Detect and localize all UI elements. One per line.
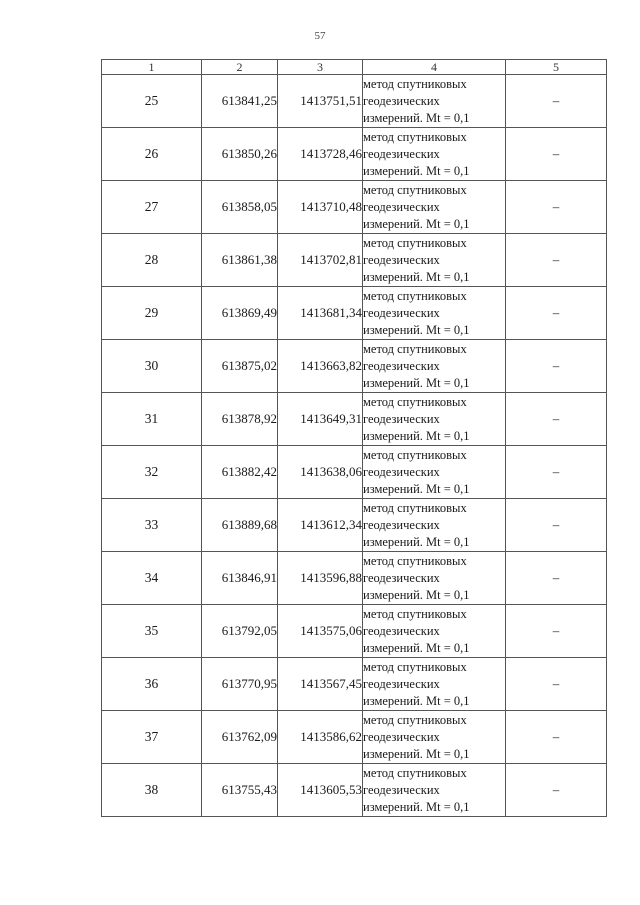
- table-row: [102, 605, 607, 658]
- method-cell: [363, 287, 506, 340]
- method-cell: [363, 499, 506, 552]
- table-row: [102, 393, 607, 446]
- method-cell: [363, 552, 506, 605]
- y-coordinate-cell: 1413596,88: [278, 552, 363, 605]
- note-cell: –: [506, 499, 607, 552]
- note-cell: –: [506, 552, 607, 605]
- table-row: [102, 446, 607, 499]
- point-number-cell: 27: [102, 181, 202, 234]
- x-coordinate-cell: 613841,25: [202, 75, 278, 128]
- method-line: измерений. Mt = 0,1: [363, 693, 470, 708]
- y-coordinate-cell: 1413605,53: [278, 764, 363, 817]
- column-header-2: 2: [202, 60, 278, 75]
- note-cell: –: [506, 287, 607, 340]
- method-line: метод спутниковых: [363, 341, 467, 356]
- table-row: [102, 658, 607, 711]
- method-line: геодезических: [363, 570, 440, 585]
- method-line: геодезических: [363, 729, 440, 744]
- method-line: метод спутниковых: [363, 500, 467, 515]
- method-line: измерений. Mt = 0,1: [363, 269, 470, 284]
- method-line: метод спутниковых: [363, 659, 467, 674]
- note-cell: –: [506, 75, 607, 128]
- table-row: [102, 287, 607, 340]
- x-coordinate-cell: 613878,92: [202, 393, 278, 446]
- method-line: геодезических: [363, 93, 440, 108]
- method-line: геодезических: [363, 676, 440, 691]
- method-line: измерений. Mt = 0,1: [363, 534, 470, 549]
- method-line: измерений. Mt = 0,1: [363, 428, 470, 443]
- point-number-cell: 34: [102, 552, 202, 605]
- point-number-cell: 26: [102, 128, 202, 181]
- method-line: геодезических: [363, 252, 440, 267]
- method-line: геодезических: [363, 517, 440, 532]
- method-line: измерений. Mt = 0,1: [363, 587, 470, 602]
- x-coordinate-cell: 613882,42: [202, 446, 278, 499]
- point-number-cell: 37: [102, 711, 202, 764]
- method-line: метод спутниковых: [363, 235, 467, 250]
- method-line: измерений. Mt = 0,1: [363, 322, 470, 337]
- method-line: геодезических: [363, 305, 440, 320]
- method-line: измерений. Mt = 0,1: [363, 481, 470, 496]
- note-cell: –: [506, 234, 607, 287]
- method-line: метод спутниковых: [363, 182, 467, 197]
- x-coordinate-cell: 613889,68: [202, 499, 278, 552]
- point-number-cell: 31: [102, 393, 202, 446]
- note-cell: –: [506, 764, 607, 817]
- method-cell: [363, 75, 506, 128]
- x-coordinate-cell: 613858,05: [202, 181, 278, 234]
- point-number-cell: 30: [102, 340, 202, 393]
- method-cell: [363, 446, 506, 499]
- table-row: [102, 340, 607, 393]
- method-cell: [363, 658, 506, 711]
- note-cell: –: [506, 711, 607, 764]
- table-row: [102, 234, 607, 287]
- y-coordinate-cell: 1413586,62: [278, 711, 363, 764]
- note-cell: –: [506, 340, 607, 393]
- method-line: метод спутниковых: [363, 394, 467, 409]
- x-coordinate-cell: 613792,05: [202, 605, 278, 658]
- x-coordinate-cell: 613846,91: [202, 552, 278, 605]
- method-cell: [363, 340, 506, 393]
- point-number-cell: 36: [102, 658, 202, 711]
- x-coordinate-cell: 613869,49: [202, 287, 278, 340]
- method-line: измерений. Mt = 0,1: [363, 110, 470, 125]
- column-header-3: 3: [278, 60, 363, 75]
- x-coordinate-cell: 613861,38: [202, 234, 278, 287]
- table-row: [102, 128, 607, 181]
- note-cell: –: [506, 446, 607, 499]
- column-header-1: 1: [102, 60, 202, 75]
- method-line: геодезических: [363, 146, 440, 161]
- x-coordinate-cell: 613875,02: [202, 340, 278, 393]
- y-coordinate-cell: 1413567,45: [278, 658, 363, 711]
- method-line: метод спутниковых: [363, 606, 467, 621]
- y-coordinate-cell: 1413612,34: [278, 499, 363, 552]
- method-line: измерений. Mt = 0,1: [363, 799, 470, 814]
- method-line: метод спутниковых: [363, 553, 467, 568]
- column-header-4: 4: [363, 60, 506, 75]
- y-coordinate-cell: 1413638,06: [278, 446, 363, 499]
- method-cell: [363, 128, 506, 181]
- method-line: метод спутниковых: [363, 288, 467, 303]
- y-coordinate-cell: 1413751,51: [278, 75, 363, 128]
- method-cell: [363, 711, 506, 764]
- y-coordinate-cell: 1413710,48: [278, 181, 363, 234]
- method-line: геодезических: [363, 782, 440, 797]
- point-number-cell: 33: [102, 499, 202, 552]
- method-line: геодезических: [363, 623, 440, 638]
- method-line: измерений. Mt = 0,1: [363, 163, 470, 178]
- method-line: измерений. Mt = 0,1: [363, 216, 470, 231]
- method-line: метод спутниковых: [363, 712, 467, 727]
- method-line: геодезических: [363, 358, 440, 373]
- table-row: [102, 764, 607, 817]
- y-coordinate-cell: 1413728,46: [278, 128, 363, 181]
- method-line: геодезических: [363, 411, 440, 426]
- method-line: метод спутниковых: [363, 129, 467, 144]
- method-line: измерений. Mt = 0,1: [363, 640, 470, 655]
- x-coordinate-cell: 613755,43: [202, 764, 278, 817]
- method-cell: [363, 234, 506, 287]
- method-line: геодезических: [363, 199, 440, 214]
- table-body: [102, 75, 607, 817]
- point-number-cell: 32: [102, 446, 202, 499]
- y-coordinate-cell: 1413663,82: [278, 340, 363, 393]
- method-cell: [363, 764, 506, 817]
- note-cell: –: [506, 658, 607, 711]
- method-cell: [363, 181, 506, 234]
- point-number-cell: 29: [102, 287, 202, 340]
- page-number: 57: [314, 30, 326, 42]
- y-coordinate-cell: 1413649,31: [278, 393, 363, 446]
- y-coordinate-cell: 1413702,81: [278, 234, 363, 287]
- point-number-cell: 35: [102, 605, 202, 658]
- coordinates-table: [101, 59, 607, 817]
- method-cell: [363, 393, 506, 446]
- method-line: измерений. Mt = 0,1: [363, 375, 470, 390]
- table-row: [102, 75, 607, 128]
- column-header-5: 5: [506, 60, 607, 75]
- x-coordinate-cell: 613762,09: [202, 711, 278, 764]
- method-line: метод спутниковых: [363, 76, 467, 91]
- header-row: [102, 60, 607, 75]
- method-line: геодезических: [363, 464, 440, 479]
- table-row: [102, 711, 607, 764]
- table-row: [102, 552, 607, 605]
- point-number-cell: 25: [102, 75, 202, 128]
- y-coordinate-cell: 1413575,06: [278, 605, 363, 658]
- method-cell: [363, 605, 506, 658]
- y-coordinate-cell: 1413681,34: [278, 287, 363, 340]
- method-line: измерений. Mt = 0,1: [363, 746, 470, 761]
- method-line: метод спутниковых: [363, 447, 467, 462]
- method-line: метод спутниковых: [363, 765, 467, 780]
- point-number-cell: 38: [102, 764, 202, 817]
- table-row: [102, 181, 607, 234]
- x-coordinate-cell: 613850,26: [202, 128, 278, 181]
- note-cell: –: [506, 128, 607, 181]
- note-cell: –: [506, 181, 607, 234]
- table-row: [102, 499, 607, 552]
- x-coordinate-cell: 613770,95: [202, 658, 278, 711]
- note-cell: –: [506, 605, 607, 658]
- point-number-cell: 28: [102, 234, 202, 287]
- note-cell: –: [506, 393, 607, 446]
